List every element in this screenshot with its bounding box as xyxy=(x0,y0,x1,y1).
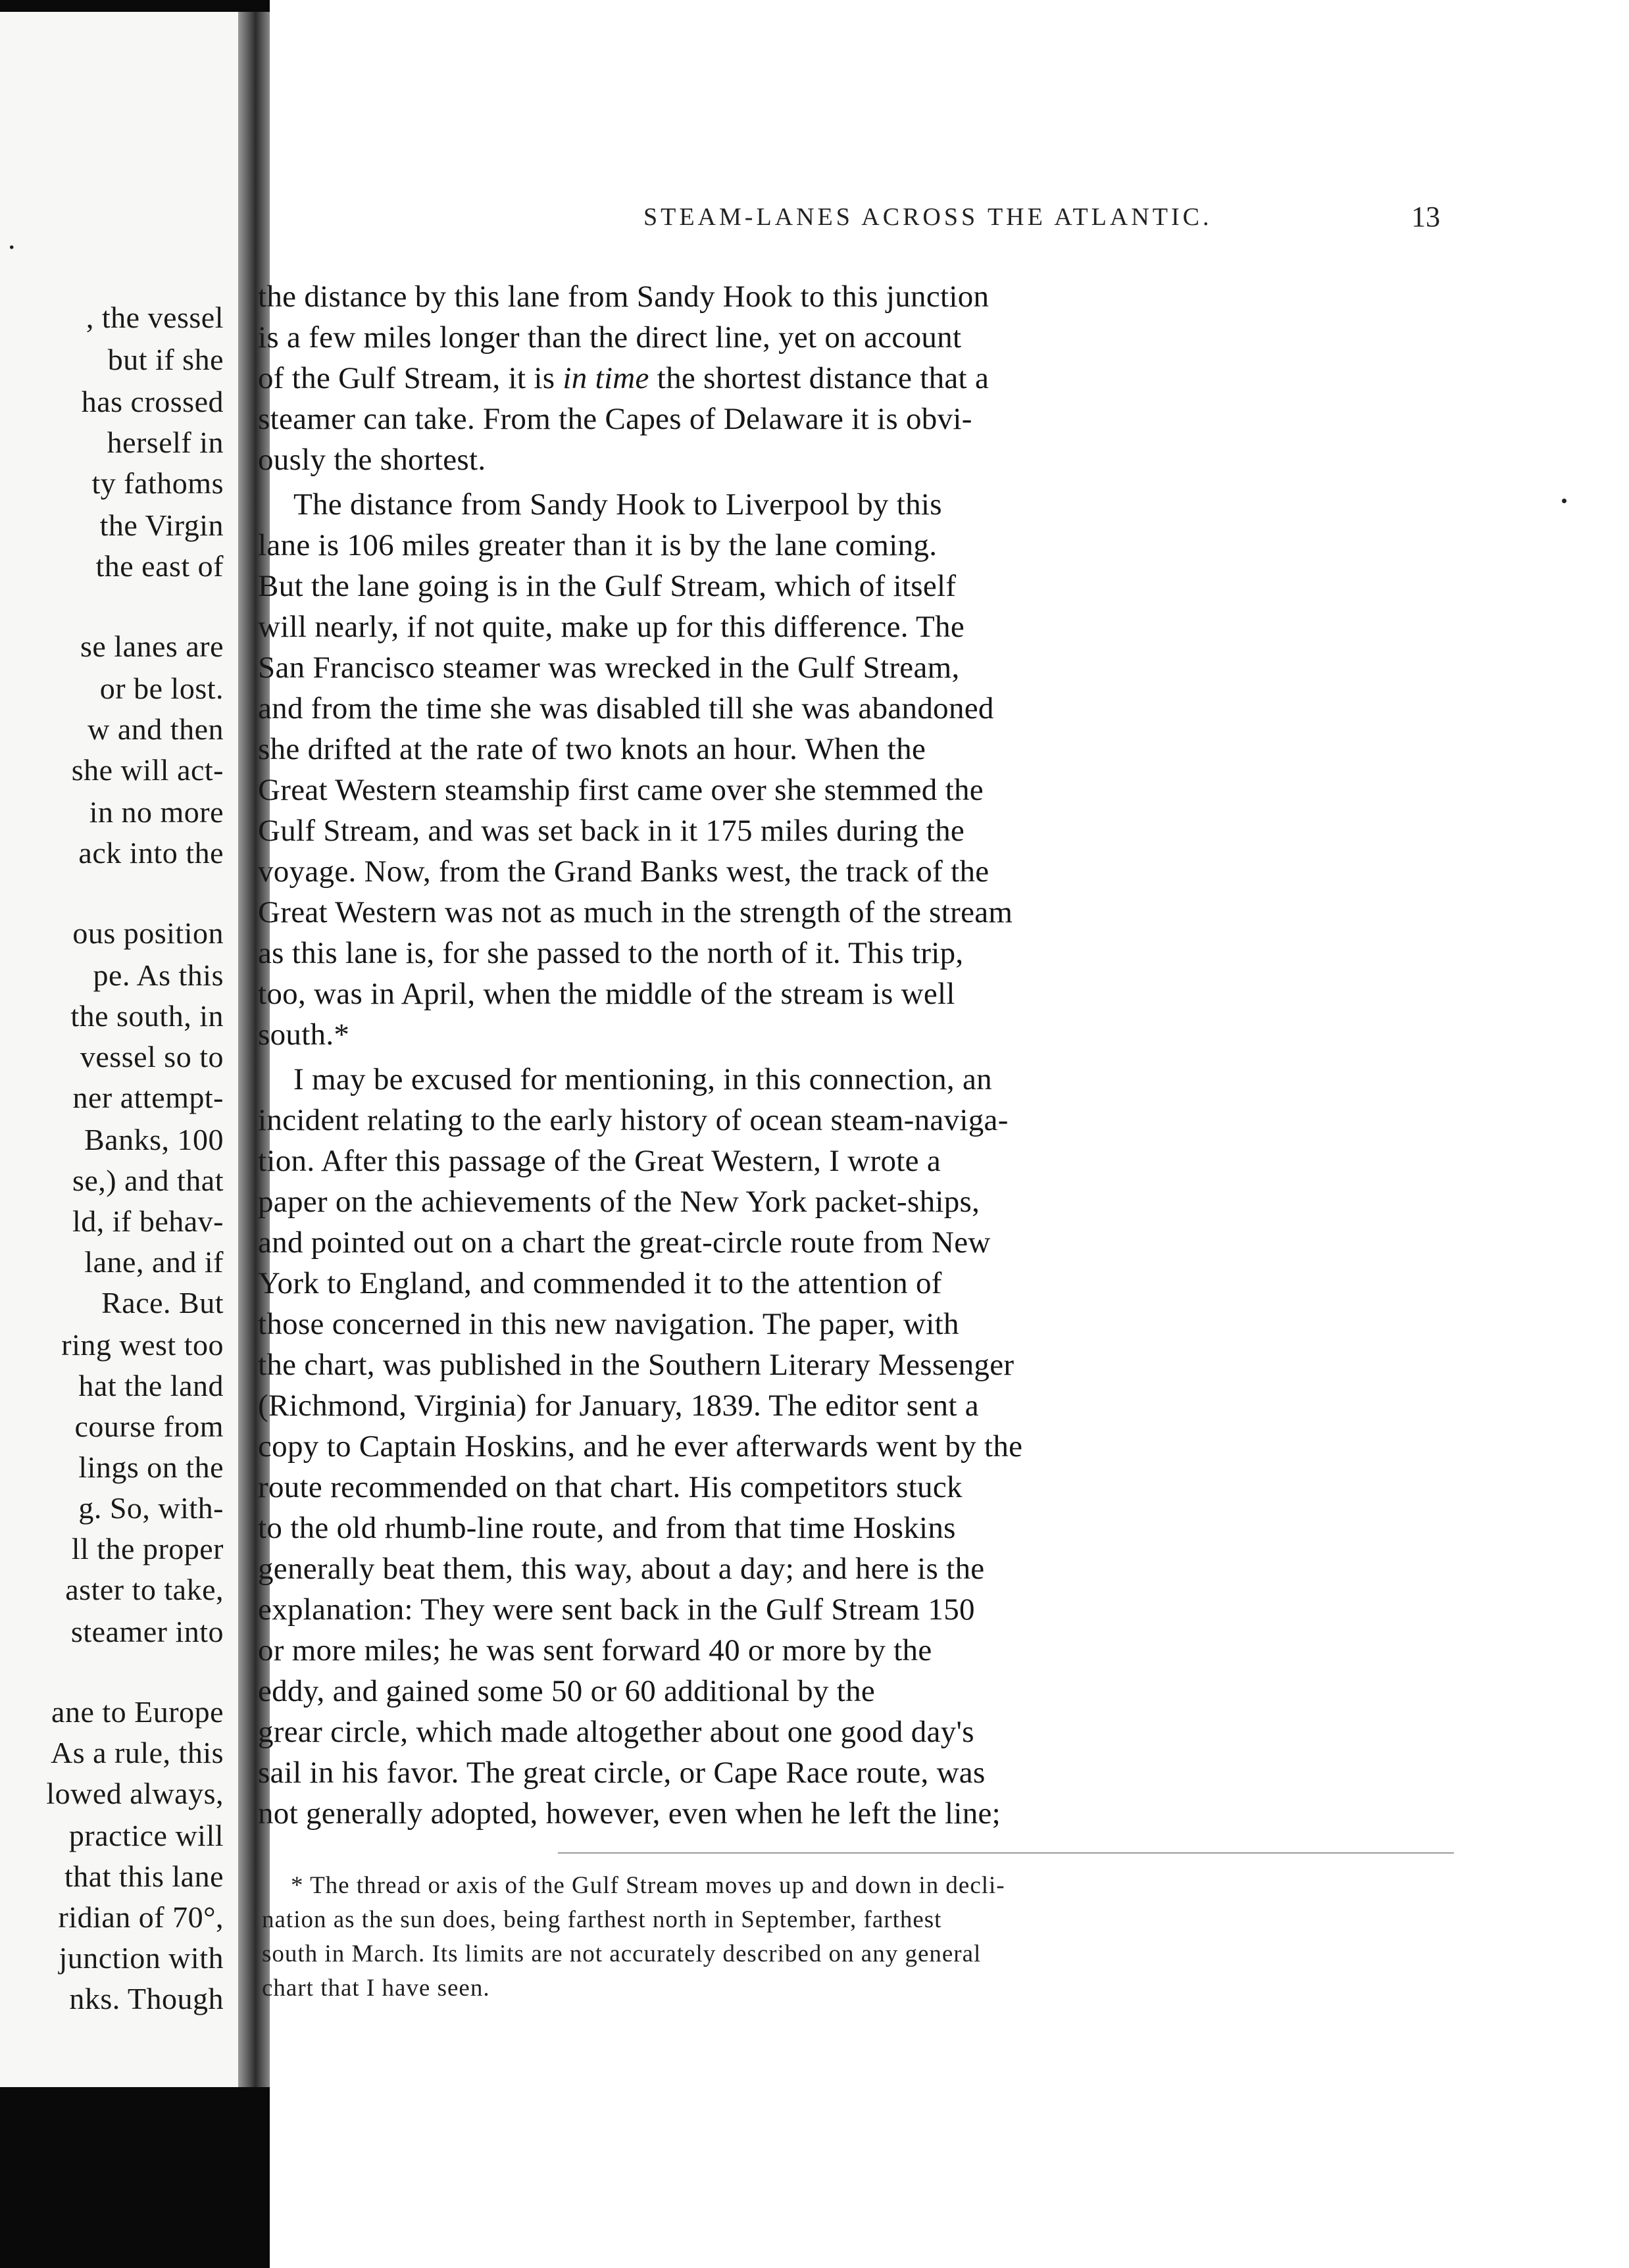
text-line: grear circle, which made altogether about one good day's xyxy=(258,1715,974,1749)
text-line: I may be excused for mentioning, in this connection, an xyxy=(293,1062,992,1097)
left-page-line: has crossed xyxy=(81,385,224,418)
text-line: explanation: They were sent back in the Gulf Stream 150 xyxy=(258,1592,975,1627)
left-page-line: ld, if behav- xyxy=(72,1204,224,1238)
text-line: York to England, and commended it to the attention of xyxy=(258,1266,942,1300)
text-line: of the Gulf Stream, it is in time the shortest distance that a xyxy=(258,361,990,395)
left-page-line: ring west too xyxy=(61,1328,224,1362)
text-line: sail in his favor. The great circle, or Cape Race route, was xyxy=(258,1756,986,1790)
text-line: south.* xyxy=(258,1018,350,1052)
text-line: tion. After this passage of the Great Western, I wrote a xyxy=(258,1144,941,1178)
footnote-line: chart that I have seen. xyxy=(262,1975,490,2002)
footnote-rule xyxy=(558,1852,1454,1854)
text-line: lane is 106 miles greater than it is by the lane coming. xyxy=(258,528,938,562)
text-line: steamer can take. From the Capes of Delaware it is obvi- xyxy=(258,402,972,436)
ink-speck xyxy=(1562,499,1566,503)
text-line: to the old rhumb-line route, and from that time Hoskins xyxy=(258,1511,956,1545)
left-page-line: but if she xyxy=(107,343,224,376)
text-line: (Richmond, Virginia) for January, 1839. The editor sent a xyxy=(258,1389,979,1423)
left-page-line: practice will xyxy=(68,1819,224,1852)
left-page-line: As a rule, this xyxy=(50,1736,224,1769)
text-line: But the lane going is in the Gulf Stream, which of itself xyxy=(258,569,957,603)
text-line: ously the shortest. xyxy=(258,443,486,477)
left-page-line: lings on the xyxy=(78,1450,224,1484)
text-line: San Francisco steamer was wrecked in the Gulf Stream, xyxy=(258,651,960,685)
left-page-line: pe. As this xyxy=(93,958,224,992)
footnote-line: * The thread or axis of the Gulf Stream moves up and down in decli- xyxy=(291,1872,1005,1899)
left-page-line: lane, and if xyxy=(84,1245,224,1279)
left-page-line: junction with xyxy=(59,1941,224,1975)
text-line: is a few miles longer than the direct line, yet on account xyxy=(258,320,962,355)
left-page-line: ridian of 70°, xyxy=(58,1900,224,1934)
text-line: The distance from Sandy Hook to Liverpool by this xyxy=(293,487,942,522)
text-line: or more miles; he was sent forward 40 or more by the xyxy=(258,1633,932,1667)
left-page-line: g. So, with- xyxy=(78,1491,224,1525)
footnote-line: nation as the sun does, being farthest north in September, farthest xyxy=(262,1906,942,1933)
left-page-line: ty fathoms xyxy=(91,466,224,500)
text-line: paper on the achievements of the New York packet-ships, xyxy=(258,1185,980,1219)
facing-page-fragment xyxy=(0,12,238,2087)
left-page-line: in no more xyxy=(89,795,224,829)
left-page-line: ner attempt- xyxy=(72,1081,224,1114)
left-page-line: w and then xyxy=(88,712,224,746)
left-page-line: . xyxy=(8,222,16,255)
left-page-line: aster to take, xyxy=(65,1573,224,1606)
running-title: STEAM-LANES ACROSS THE ATLANTIC. xyxy=(643,203,1213,231)
left-page-line: or be lost. xyxy=(99,672,224,705)
text-line: those concerned in this new navigation. The paper, with xyxy=(258,1307,959,1341)
left-page-line: steamer into xyxy=(70,1615,224,1648)
emphasis-text: in time xyxy=(563,361,649,395)
left-page-line: course from xyxy=(74,1410,224,1443)
text-line: too, was in April, when the middle of the stream is well xyxy=(258,977,955,1011)
text-line: copy to Captain Hoskins, and he ever afterwards went by the xyxy=(258,1429,1023,1464)
text-line: eddy, and gained some 50 or 60 additional by the xyxy=(258,1674,876,1708)
left-page-line: ous position xyxy=(72,916,224,950)
left-page-line: the Virgin xyxy=(99,508,224,542)
left-page-line: Race. But xyxy=(101,1286,224,1319)
text-line: as this lane is, for she passed to the north of it. This trip, xyxy=(258,936,964,970)
left-page-line: nks. Though xyxy=(69,1982,224,2015)
left-page-line: , the vessel xyxy=(86,301,224,334)
left-page-line: the south, in xyxy=(70,999,224,1033)
left-page-line: ane to Europe xyxy=(51,1695,224,1729)
book-page xyxy=(258,0,1629,2268)
text-line: voyage. Now, from the Grand Banks west, the track of the xyxy=(258,854,990,889)
text-line: generally beat them, this way, about a day; and here is the xyxy=(258,1552,985,1586)
left-page-line: herself in xyxy=(107,426,224,459)
left-page-line: ack into the xyxy=(78,836,224,870)
text-line: not generally adopted, however, even when he left the line; xyxy=(258,1796,1001,1831)
left-page-line: se,) and that xyxy=(72,1164,224,1197)
text-line: will nearly, if not quite, make up for this difference. The xyxy=(258,610,965,644)
text-line: Great Western steamship first came over she stemmed the xyxy=(258,773,984,807)
left-page-line: se lanes are xyxy=(80,629,224,663)
text-line: the distance by this lane from Sandy Hook to this junction xyxy=(258,280,990,314)
footnote-line: south in March. Its limits are not accurately described on any general xyxy=(262,1940,982,1967)
text-line: and from the time she was disabled till she was abandoned xyxy=(258,691,994,726)
left-page-line: lowed always, xyxy=(46,1777,224,1810)
text-line: and pointed out on a chart the great-circle route from New xyxy=(258,1225,991,1260)
left-page-line: ll the proper xyxy=(71,1532,224,1565)
text-line: route recommended on that chart. His competitors stuck xyxy=(258,1470,963,1504)
left-page-line: she will act- xyxy=(71,753,224,787)
text-line: Gulf Stream, and was set back in it 175 miles during the xyxy=(258,814,965,848)
text-line: the chart, was published in the Southern Literary Messenger xyxy=(258,1348,1015,1382)
left-page-line: Banks, 100 xyxy=(84,1123,224,1156)
text-line: incident relating to the early history of ocean steam-naviga- xyxy=(258,1103,1009,1137)
left-page-line: that this lane xyxy=(64,1860,224,1893)
text-line: Great Western was not as much in the strength of the stream xyxy=(258,895,1013,929)
page-number: 13 xyxy=(1411,201,1440,233)
text-line: she drifted at the rate of two knots an hour. When the xyxy=(258,732,926,766)
left-page-line: vessel so to xyxy=(80,1040,224,1073)
left-page-line: hat the land xyxy=(78,1369,224,1402)
left-page-line: the east of xyxy=(95,549,224,583)
